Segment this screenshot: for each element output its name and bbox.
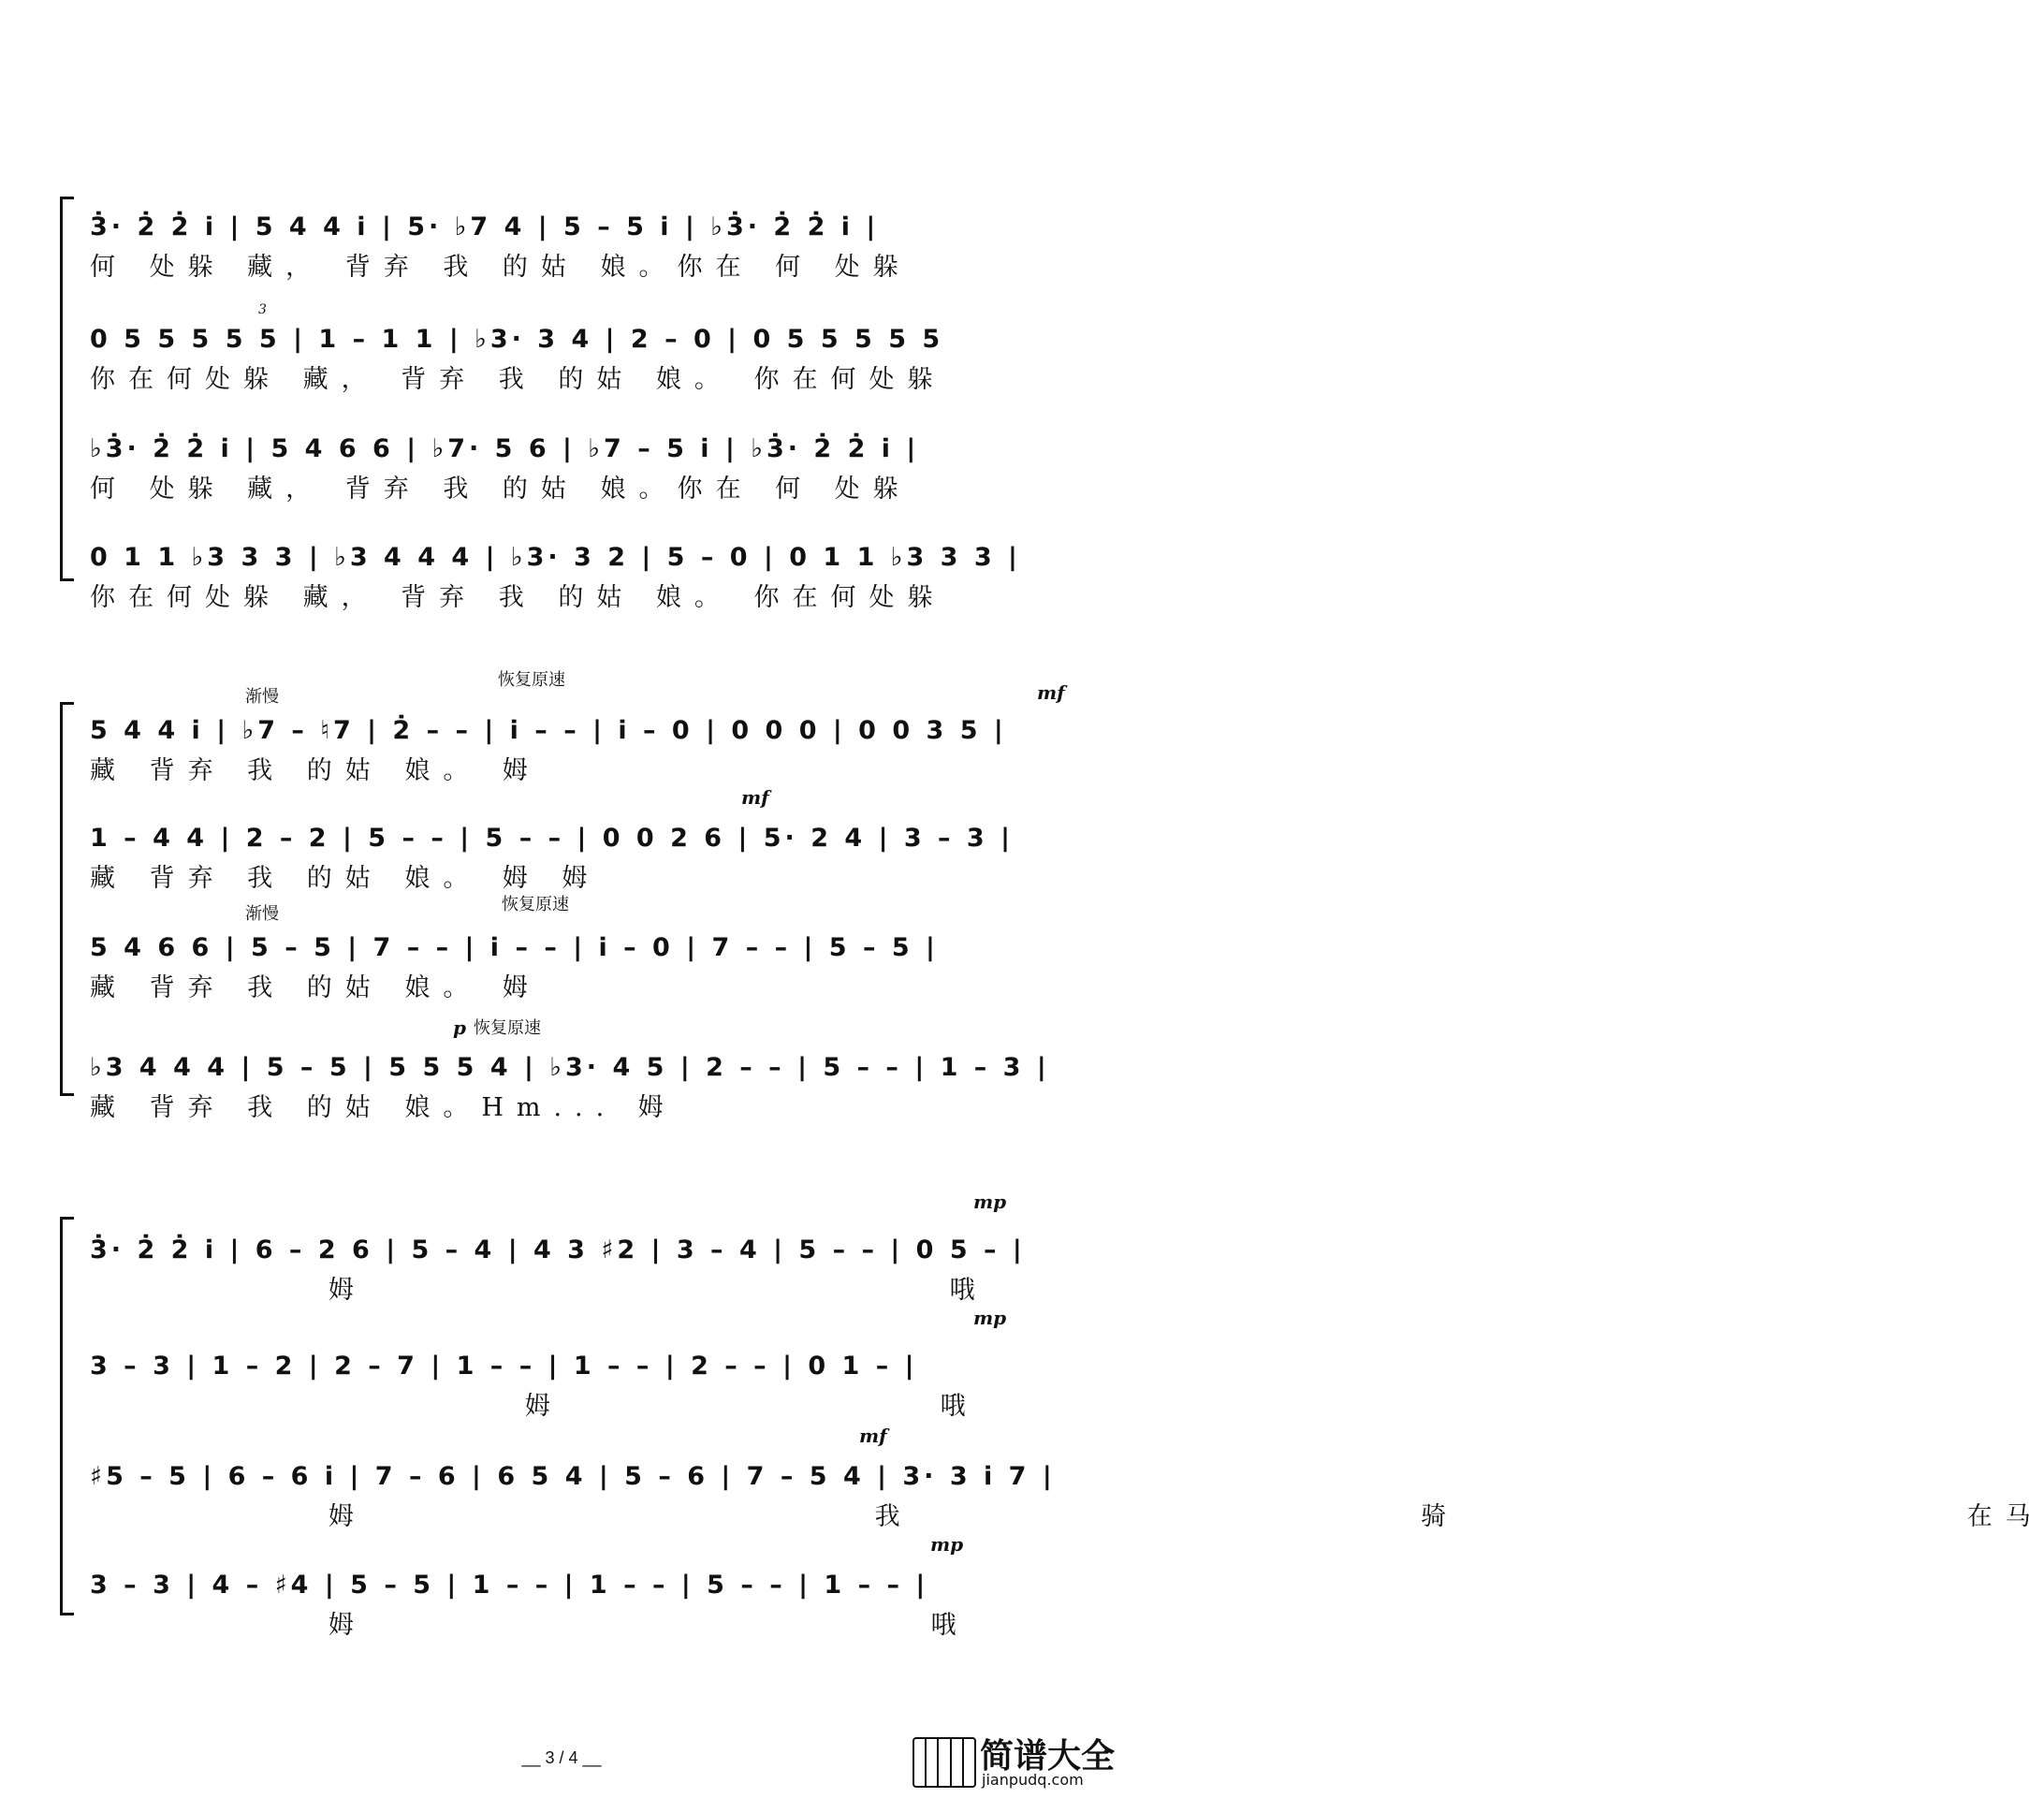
- triplet-mark: 3: [258, 302, 267, 317]
- dynamic-mp: mp: [930, 1533, 964, 1556]
- dynamic-mf: mf: [859, 1425, 887, 1447]
- logo-url: jianpudq.com: [982, 1771, 1084, 1789]
- lyrics-line: 藏 背弃 我 的姑 娘。 姆 姆: [90, 863, 601, 893]
- page-number: __ 3 / 4 __: [521, 1748, 602, 1767]
- lyrics-line: 藏 背弃 我 的姑 娘。Hm... 姆: [90, 1092, 677, 1122]
- system-bracket: [60, 1217, 74, 1615]
- lyrics-line: 何 处躲 藏， 背弃 我 的姑 娘。你在 何 处躲: [90, 474, 912, 504]
- tempo-mark-ritardando: 渐慢: [245, 687, 279, 707]
- staff-row-3-alto: [90, 1350, 1101, 1421]
- staff-row-1-soprano: [90, 211, 1101, 282]
- staff-row-2-bass: [90, 1051, 1101, 1122]
- notation-line: ♭3 4 4 4 | 5 – 5 | 5 5 5 4 | ♭3· 4 5 | 2 – – | 5 – – | 1 – 3 |: [90, 1052, 1050, 1082]
- lyrics-line: 姆 我 骑 在马: [328, 1501, 2044, 1531]
- staff-row-2-alto: [90, 822, 1101, 893]
- notation-line: ♭3̇· 2̇ 2̇ i̇ | 5 4 6 6 | ♭7· 5 6 | ♭7 – 5 i̇ | ♭3̇· 2̇ 2̇ i̇ |: [90, 433, 920, 463]
- system-bracket: [60, 197, 74, 581]
- lyrics-line: 你在何处躲 藏， 背弃 我 的姑 娘。 你在何处躲: [90, 364, 946, 394]
- dynamic-mf: mf: [741, 786, 769, 809]
- tempo-mark-a-tempo: 恢复原速: [474, 1018, 541, 1038]
- staff-row-2-tenor: [90, 931, 1101, 1002]
- lyrics-line: 姆 哦: [328, 1610, 970, 1640]
- notation-line: 3 – 3 | 1 – 2 | 2 – 7 | 1 – – | 1 – – | 2 – – | 0 1 – |: [90, 1351, 918, 1381]
- lyrics-line: 姆 哦: [328, 1275, 988, 1305]
- staff-row-2-soprano: [90, 714, 1101, 785]
- lyrics-line: 你在何处躲 藏， 背弃 我 的姑 娘。 你在何处躲: [90, 582, 946, 612]
- staff-row-3-bass: [90, 1569, 1101, 1640]
- notation-line: 0 5 5 5 5 5 | 1 – 1 1 | ♭3· 3 4 | 2 – 0 | 0 5 5 5 5 5: [90, 324, 944, 354]
- notation-line: 3 – 3 | 4 – ♯4 | 5 – 5 | 1 – – | 1 – – | 5 – – | 1 – – |: [90, 1570, 929, 1600]
- notation-line: 5 4 6 6 | 5 – 5 | 7 – – | i̇ – – | i̇ – 0 | 7 – – | 5 – 5 |: [90, 932, 939, 962]
- dynamic-mp: mp: [973, 1191, 1007, 1213]
- lyrics-line: 何 处躲 藏， 背弃 我 的姑 娘。你在 何 处躲: [90, 252, 912, 282]
- piano-keys-icon: [912, 1737, 976, 1788]
- dynamic-mp: mp: [973, 1307, 1007, 1329]
- notation-line: 3̇· 2̇ 2̇ i̇ | 5 4 4 i̇ | 5· ♭7 4 | 5 – 5 i̇ | ♭3̇· 2̇ 2̇ i̇ |: [90, 212, 880, 241]
- tempo-mark-a-tempo: 恢复原速: [498, 670, 565, 690]
- notation-line: 5 4 4 i̇ | ♭7 – ♮7 | 2̇ – – | i̇ – – | i̇ – 0 | 0 0 0 | 0 0 3 5 |: [90, 715, 1007, 745]
- lyrics-line: 藏 背弃 我 的姑 娘。 姆: [90, 972, 541, 1002]
- tempo-mark-a-tempo: 恢复原速: [502, 895, 569, 914]
- dynamic-mf: mf: [1037, 681, 1065, 704]
- staff-row-1-tenor: [90, 432, 1101, 504]
- staff-row-1-bass: [90, 541, 1101, 612]
- staff-row-3-tenor: [90, 1460, 2044, 1531]
- system-bracket: [60, 702, 74, 1096]
- notation-line: 0 1 1 ♭3 3 3 | ♭3 4 4 4 | ♭3· 3 2 | 5 – 0 | 0 1 1 ♭3 3 3 |: [90, 542, 1021, 572]
- lyrics-line: 姆 哦: [525, 1391, 979, 1421]
- site-logo: [912, 1730, 1118, 1791]
- tempo-mark-ritardando: 渐慢: [245, 904, 279, 924]
- logo-title: 简谱大全: [980, 1737, 1116, 1776]
- staff-row-1-alto: [90, 302, 1101, 394]
- notation-line: 1 – 4 4 | 2 – 2 | 5 – – | 5 – – | 0 0 2 6 | 5· 2 4 | 3 – 3 |: [90, 823, 1014, 853]
- lyrics-line: 藏 背弃 我 的姑 娘。 姆: [90, 755, 541, 785]
- notation-line: ♯5 – 5 | 6 – 6 i̇ | 7 – 6 | 6 5 4 | 5 – 6 | 7 – 5 4 | 3· 3 i̇ 7 |: [90, 1461, 1056, 1491]
- staff-row-3-soprano: [90, 1234, 1101, 1305]
- notation-line: 3̇· 2̇ 2̇ i̇ | 6 – 2 6 | 5 – 4 | 4 3 ♯2 | 3 – 4 | 5 – – | 0 5 – |: [90, 1235, 1026, 1264]
- dynamic-p: p: [453, 1016, 466, 1039]
